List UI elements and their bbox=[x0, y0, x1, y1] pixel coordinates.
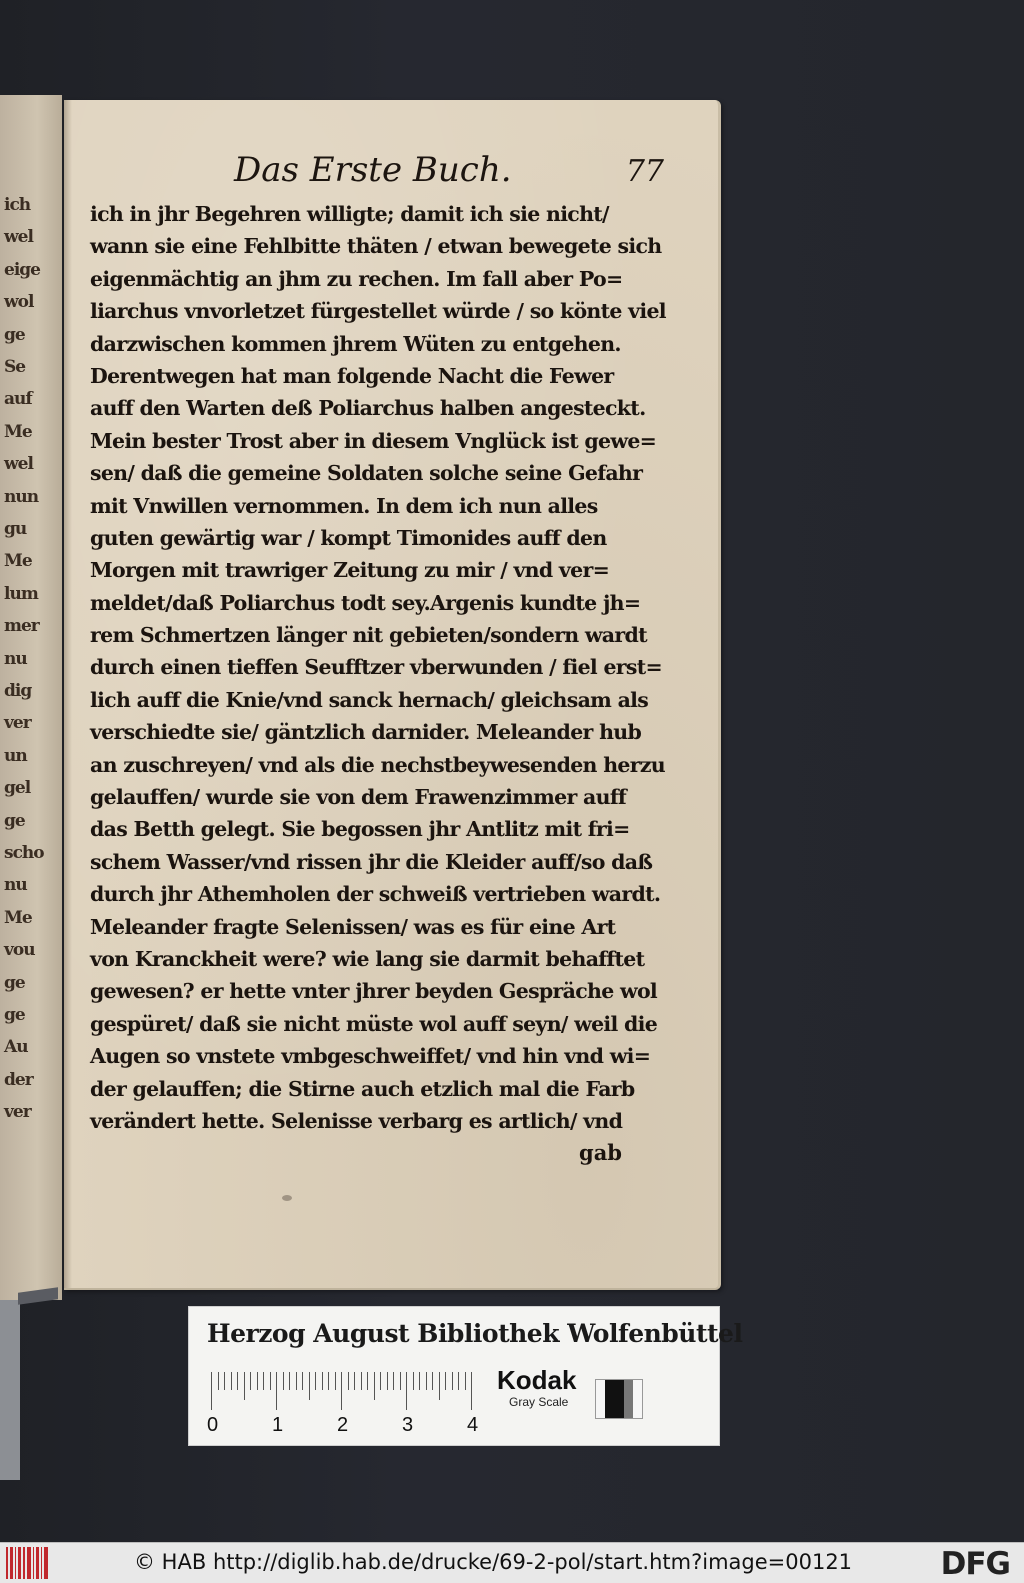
barcode-icon bbox=[6, 1547, 48, 1579]
ruler-tick bbox=[458, 1372, 459, 1390]
ruler-digit: 3 bbox=[402, 1414, 414, 1436]
ruler-tick bbox=[257, 1372, 258, 1390]
page-header bbox=[234, 150, 664, 194]
text-line: ich in jhr Begehren willigte; damit ich sie nicht/ bbox=[90, 202, 609, 226]
ruler-tick bbox=[270, 1372, 271, 1390]
ruler-tick bbox=[432, 1372, 433, 1390]
left-page-fragment: auf bbox=[4, 389, 32, 410]
ruler-tick bbox=[283, 1372, 284, 1390]
dfg-logo: DFG bbox=[940, 1546, 1010, 1582]
ruler-tick bbox=[224, 1372, 225, 1390]
text-line: sen/ daß die gemeine Soldaten solche seine Gefahr bbox=[90, 461, 643, 486]
left-page-fragment: ge bbox=[4, 324, 25, 345]
catchword: gab bbox=[579, 1140, 622, 1165]
left-page-fragment: der bbox=[4, 1069, 33, 1090]
copyright-prefix: © HAB bbox=[134, 1550, 207, 1574]
ruler-tick bbox=[419, 1372, 420, 1390]
ruler-tick bbox=[361, 1372, 362, 1390]
ruler-tick bbox=[445, 1372, 446, 1390]
page-gutter-shadow bbox=[64, 100, 72, 1288]
ruler-digit: 1 bbox=[272, 1414, 284, 1436]
ruler-tick bbox=[211, 1372, 212, 1410]
text-line: das Betth gelegt. Sie begossen jhr Antlitz mit fri= bbox=[90, 817, 630, 842]
ruler-tick bbox=[439, 1372, 440, 1400]
text-line: wann sie eine Fehlbitte thäten / etwan bewegete sich bbox=[90, 234, 662, 259]
left-page-fragment: nu bbox=[4, 875, 27, 896]
ruler-tick bbox=[400, 1372, 401, 1390]
left-page-fragment: wel bbox=[4, 454, 33, 475]
text-line: Mein bester Trost aber in diesem Vnglück ist gewe= bbox=[90, 428, 657, 453]
ruler-tick bbox=[452, 1372, 453, 1390]
ruler-tick bbox=[380, 1372, 381, 1390]
ruler-tick bbox=[250, 1372, 251, 1390]
text-line: Meleander fragte Selenissen/ was es für eine Art bbox=[90, 914, 616, 939]
ruler-tick bbox=[231, 1372, 232, 1390]
ruler-tick bbox=[315, 1372, 316, 1390]
ruler-tick bbox=[387, 1372, 388, 1390]
left-page-fragment: ver bbox=[4, 1102, 31, 1123]
body-text bbox=[90, 198, 666, 1137]
ruler-tick bbox=[296, 1372, 297, 1390]
left-page-fragment: gu bbox=[4, 519, 27, 539]
ruler-tick bbox=[302, 1372, 303, 1390]
text-line: auff den Warten deß Poliarchus halben angesteckt. bbox=[90, 396, 646, 421]
text-line: Derentwegen hat man folgende Nacht die Fewer bbox=[90, 363, 614, 388]
gray-scale-patch bbox=[595, 1379, 643, 1419]
ruler-tick bbox=[367, 1372, 368, 1390]
text-line: verändert hette. Selenisse verbarg es artlich/ vnd bbox=[90, 1108, 623, 1133]
footer-bar bbox=[0, 1542, 1024, 1583]
left-page-fragment: dig bbox=[4, 681, 32, 701]
ruler-tick bbox=[374, 1372, 375, 1400]
text-line: durch einen tieffen Seufftzer vberwunden / fiel erst= bbox=[90, 655, 662, 680]
left-page-fragment: Me bbox=[4, 551, 32, 572]
left-page-fragment: Me bbox=[4, 907, 32, 928]
left-page-fragment: ge bbox=[4, 1005, 25, 1025]
left-page-fragment: vou bbox=[4, 940, 35, 961]
library-scale-card bbox=[188, 1306, 743, 1446]
ruler-digit: 0 bbox=[207, 1414, 219, 1436]
ruler-tick bbox=[276, 1372, 277, 1410]
text-line: eigenmächtig an jhm zu rechen. Im fall aber Po= bbox=[90, 266, 623, 291]
left-page-fragment: mer bbox=[4, 616, 39, 637]
ruler-tick bbox=[426, 1372, 427, 1390]
text-line: verschiedte sie/ gäntzlich darnider. Meleander hub bbox=[90, 720, 642, 745]
left-page-fragment: Au bbox=[4, 1037, 28, 1058]
text-line: liarchus vnvorletzet fürgestellet würde / so könte viel bbox=[90, 299, 666, 324]
ruler-tick bbox=[263, 1372, 264, 1390]
library-name: Herzog August Bibliothek Wolfenbüttel bbox=[207, 1319, 743, 1348]
left-page-fragment: nun bbox=[4, 486, 39, 507]
running-title: Das Erste Buch. bbox=[234, 150, 512, 190]
source-url-link[interactable]: http://diglib.hab.de/drucke/69-2-pol/start.htm?image=00121 bbox=[212, 1550, 853, 1574]
page-number: 77 bbox=[625, 154, 664, 189]
text-line: Augen so vnstete vmbgeschweiffet/ vnd hin vnd wi= bbox=[90, 1044, 651, 1069]
text-line: darzwischen kommen jhrem Wüten zu entgehen. bbox=[90, 331, 621, 356]
ruler-tick bbox=[354, 1372, 355, 1390]
kodak-product-label: Gray Scale bbox=[509, 1395, 569, 1409]
ruler-digit: 4 bbox=[467, 1414, 479, 1436]
ruler-tick bbox=[309, 1372, 310, 1400]
text-line: von Kranckheit were? wie lang sie darmit behafftet bbox=[90, 946, 645, 971]
ruler-tick bbox=[328, 1372, 329, 1390]
ruler-digit: 2 bbox=[337, 1414, 349, 1436]
ruler-tick bbox=[335, 1372, 336, 1390]
text-line: meldet/daß Poliarchus todt sey.Argenis kundte jh= bbox=[90, 590, 641, 615]
left-neighbour-page bbox=[0, 95, 62, 1300]
left-page-fragment: scho bbox=[4, 843, 44, 863]
text-line: gespüret/ daß sie nicht müste wol auff seyn/ weil die bbox=[90, 1011, 658, 1036]
left-page-fragment: ge bbox=[4, 810, 25, 831]
left-page-fragment: lum bbox=[4, 583, 38, 604]
ruler-tick bbox=[237, 1372, 238, 1390]
text-line: gelauffen/ wurde sie von dem Frawenzimmer auff bbox=[90, 785, 627, 810]
left-page-fragment: wol bbox=[4, 292, 34, 313]
left-page-fragment: ver bbox=[4, 713, 31, 734]
left-page-fragment: ge bbox=[4, 972, 25, 993]
left-page-fragment: un bbox=[4, 745, 27, 766]
left-page-fragment: eige bbox=[4, 259, 40, 280]
text-line: lich auff die Knie/vnd sanck hernach/ gleichsam als bbox=[90, 687, 649, 712]
ruler-tick bbox=[413, 1372, 414, 1390]
text-line: Morgen mit trawriger Zeitung zu mir / vnd ver= bbox=[90, 558, 610, 583]
ruler-tick bbox=[393, 1372, 394, 1390]
ruler-tick bbox=[471, 1372, 472, 1410]
text-line: der gelauffen; die Stirne auch etzlich mal die Farb bbox=[90, 1076, 635, 1101]
book-cover-edge bbox=[0, 1300, 20, 1480]
left-page-fragment: nu bbox=[4, 648, 27, 669]
scale-ruler bbox=[207, 1372, 479, 1436]
ruler-tick bbox=[348, 1372, 349, 1390]
kodak-logo: Kodak bbox=[497, 1365, 577, 1395]
ink-smudge bbox=[282, 1195, 292, 1201]
text-line: gewesen? er hette vnter jhrer beyden Gespräche wol bbox=[90, 979, 658, 1004]
left-page-fragment: Se bbox=[4, 357, 26, 377]
left-page-fragment: wel bbox=[4, 227, 33, 248]
ruler-tick bbox=[322, 1372, 323, 1390]
ruler-tick bbox=[244, 1372, 245, 1400]
book-page bbox=[64, 100, 721, 1290]
left-page-fragment: Me bbox=[4, 421, 32, 442]
ruler-tick bbox=[289, 1372, 290, 1390]
ruler-tick bbox=[406, 1372, 407, 1410]
ruler-tick bbox=[465, 1372, 466, 1390]
text-line: an zuschreyen/ vnd als die nechstbeywesenden herzu bbox=[90, 752, 665, 777]
ruler-tick bbox=[218, 1372, 219, 1390]
text-line: guten gewärtig war / kompt Timonides auff den bbox=[90, 525, 607, 550]
text-line: durch jhr Athemholen der schweiß vertrieben wardt. bbox=[90, 882, 661, 907]
text-line: rem Schmertzen länger nit gebieten/sondern wardt bbox=[90, 623, 647, 648]
left-page-fragment: ich bbox=[4, 195, 31, 215]
copyright-notice bbox=[134, 1550, 852, 1574]
text-line: mit Vnwillen vernommen. In dem ich nun alles bbox=[90, 493, 598, 518]
text-line: schem Wasser/vnd rissen jhr die Kleider auff/so daß bbox=[90, 849, 653, 874]
left-page-fragment: gel bbox=[4, 778, 31, 799]
ruler-tick bbox=[341, 1372, 342, 1410]
